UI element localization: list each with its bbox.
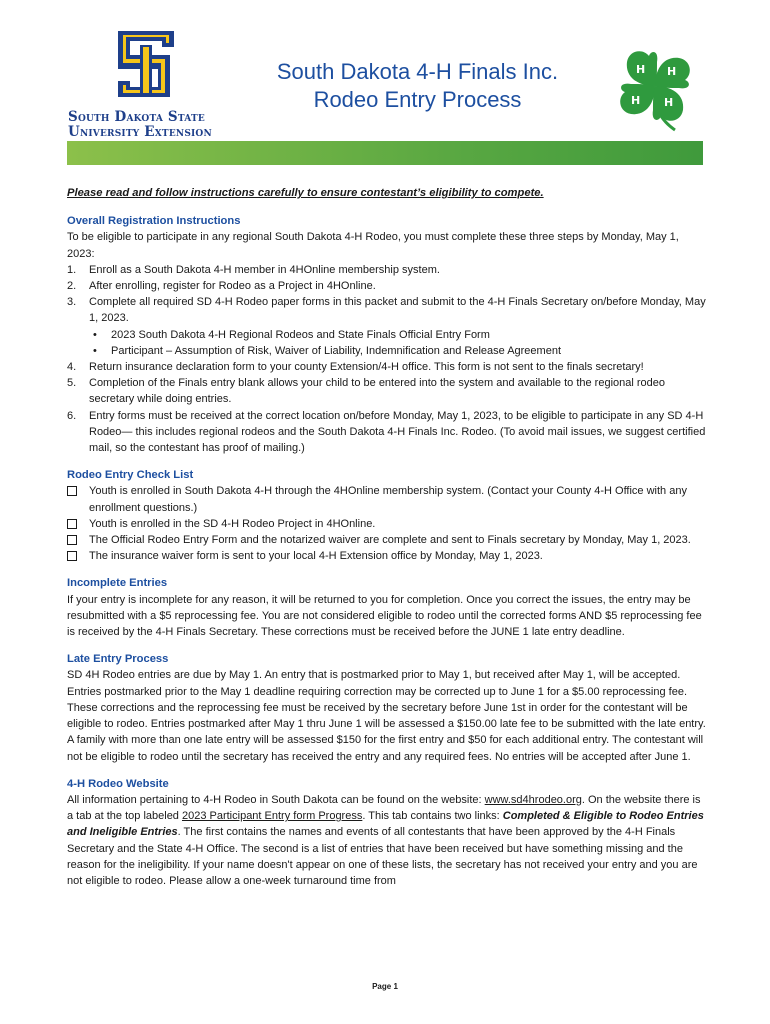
step-item — [67, 262, 707, 278]
section-heading-late-entry: Late Entry Process — [67, 653, 169, 666]
bullet-icon: • — [93, 328, 97, 341]
bullet-item — [89, 327, 707, 343]
website-text-part: . The first contains the names and events of all contestants that have been approved by the 4-H Finals Secretary and the State 4-H Office. The second is a list of entries that have been received but have something missing and the reason for the ineligibility. If your name doesn't appear on one of these lists, the secretary has not received your entry and you are not eligible to rodeo. Please allow a one-week turnaround time from — [67, 826, 698, 887]
website-text — [67, 792, 707, 889]
svg-text:H: H — [664, 96, 674, 109]
bullet-item — [89, 343, 707, 359]
step-text: Entry forms must be received at the correct location on/before Monday, May 1, 2023, to be eligible to participate in any SD 4-H Rodeo— this includes regional rodeos and the South Dakota 4-H Finals Inc. Rodeo. (To avoid mail issues, we suggest certified mail, so the contestant has proof of mailing.) — [89, 409, 706, 455]
checklist-text: The Official Rodeo Entry Form and the notarized waiver are complete and sent to Finals secretary by Monday, May 1, 2023. — [89, 534, 691, 547]
entry-checklist — [67, 483, 707, 564]
required-forms-list — [89, 327, 707, 359]
step-text: Completion of the Finals entry blank allows your child to be entered into the system and available to the regional rodeo secretary while doing entries. — [89, 377, 666, 406]
section-heading-registration: Overall Registration Instructions — [67, 215, 241, 228]
page-title — [215, 58, 620, 114]
step-item — [67, 375, 707, 407]
registration-steps — [67, 262, 707, 456]
svg-text:H: H — [636, 63, 646, 76]
late-entry-text: SD 4H Rodeo entries are due by May 1. An entry that is postmarked prior to May 1, but received after May 1, will be accepted. Entries postmarked prior to the May 1 deadline requiring correction may be corrected up to June 1 for a $5.00 reprocessing fee. These corrections and the reprocessing fee must be received by the secretary before June 1st in order for the contestant will be eligible to rodeo. Entries postmarked after May 1 thru June 1 will be assessed a $150.00 late fee to be submitted with the late entry. A family with more than one late entry will be assessed $150 for the first entry and $50 for each additional entry. The contestant will not be eligible to rodeo until the secretary has received the entry and any required fees. No entries will be accepted after June 1. — [67, 669, 706, 763]
main-content — [67, 185, 707, 889]
step-number: 5. — [67, 377, 77, 390]
header-green-bar — [67, 141, 703, 165]
section-heading-website: 4-H Rodeo Website — [67, 777, 169, 790]
checklist-item — [67, 483, 707, 515]
step-item — [67, 294, 707, 359]
sdsu-logo-icon — [110, 25, 182, 105]
step-text: Return insurance declaration form to your county Extension/4-H office. This form is not sent to the finals secretary! — [89, 361, 644, 374]
checklist-item — [67, 516, 707, 532]
checklist-item — [67, 532, 707, 548]
step-text: After enrolling, register for Rodeo as a Project in 4HOnline. — [89, 280, 376, 293]
checkbox-icon — [67, 551, 77, 561]
4h-clover-logo-icon — [605, 40, 705, 132]
bullet-icon: • — [93, 344, 97, 357]
checklist-item — [67, 548, 707, 564]
step-number: 2. — [67, 280, 77, 293]
step-number: 4. — [67, 361, 77, 374]
checklist-text: Youth is enrolled in the SD 4-H Rodeo Project in 4HOnline. — [89, 517, 376, 530]
section-heading-checklist: Rodeo Entry Check List — [67, 469, 194, 482]
title-line-1: South Dakota 4-H Finals Inc. — [276, 59, 559, 84]
step-number: 6. — [67, 409, 77, 422]
entry-progress-tab-link[interactable]: 2023 Participant Entry form Progress — [181, 810, 363, 823]
step-text: Complete all required SD 4-H Rodeo paper forms in this packet and submit to the 4-H Finals Secretary on/before Monday, May 1, 2023. — [89, 296, 706, 325]
step-number: 1. — [67, 263, 77, 276]
website-text-part: . This tab contains two links: — [362, 810, 503, 823]
step-item — [67, 408, 707, 457]
intro-notice: Please read and follow instructions carefully to ensure contestant’s eligibility to compete. — [67, 187, 544, 199]
website-text-part: . On the website there is a tab at the top labeled — [67, 793, 701, 823]
eligible-lists-label: Completed & Eligible to Rodeo Entries and Ineligible Entries — [67, 810, 704, 839]
website-link[interactable]: www.sd4hrodeo.org — [484, 793, 582, 806]
section-heading-incomplete: Incomplete Entries — [67, 577, 168, 590]
university-line-1: South Dakota State — [68, 109, 205, 125]
svg-text:H: H — [631, 94, 641, 107]
university-line-2: University Extension — [68, 124, 212, 140]
step-item — [67, 359, 707, 375]
registration-lead: To be eligible to participate in any regional South Dakota 4-H Rodeo, you must complete these three steps by Monday, May 1, 2023: — [67, 231, 679, 260]
checklist-text: Youth is enrolled in South Dakota 4-H through the 4HOnline membership system. (Contact your County 4-H Office with any enrollment questions.) — [89, 485, 687, 514]
step-text: Enroll as a South Dakota 4-H member in 4HOnline membership system. — [89, 263, 440, 276]
checkbox-icon — [67, 535, 77, 545]
svg-text:H: H — [667, 65, 677, 78]
checklist-text: The insurance waiver form is sent to your local 4-H Extension office by Monday, May 1, 2023. — [89, 550, 543, 563]
website-text-part: All information pertaining to 4-H Rodeo in South Dakota can be found on the website: — [67, 793, 485, 806]
page-number: Page 1 — [372, 982, 398, 991]
title-line-2: Rodeo Entry Process — [313, 87, 522, 112]
checkbox-icon — [67, 486, 77, 496]
checkbox-icon — [67, 519, 77, 529]
step-item — [67, 278, 707, 294]
bullet-text: 2023 South Dakota 4-H Regional Rodeos and State Finals Official Entry Form — [111, 328, 490, 341]
bullet-text: Participant – Assumption of Risk, Waiver of Liability, Indemnification and Release Agreement — [111, 344, 562, 357]
step-number: 3. — [67, 296, 77, 309]
incomplete-text: If your entry is incomplete for any reason, it will be returned to you for completion. Once you correct the issues, the entry may be resubmitted with a $5 reprocessing fee. You are not considered eligible to rodeo until the corrected forms AND $5 reprocessing fee is received by the 4-H Finals Secretary. These corrections must be received before the JUNE 1 late entry deadline. — [67, 593, 702, 639]
university-name — [68, 110, 212, 140]
